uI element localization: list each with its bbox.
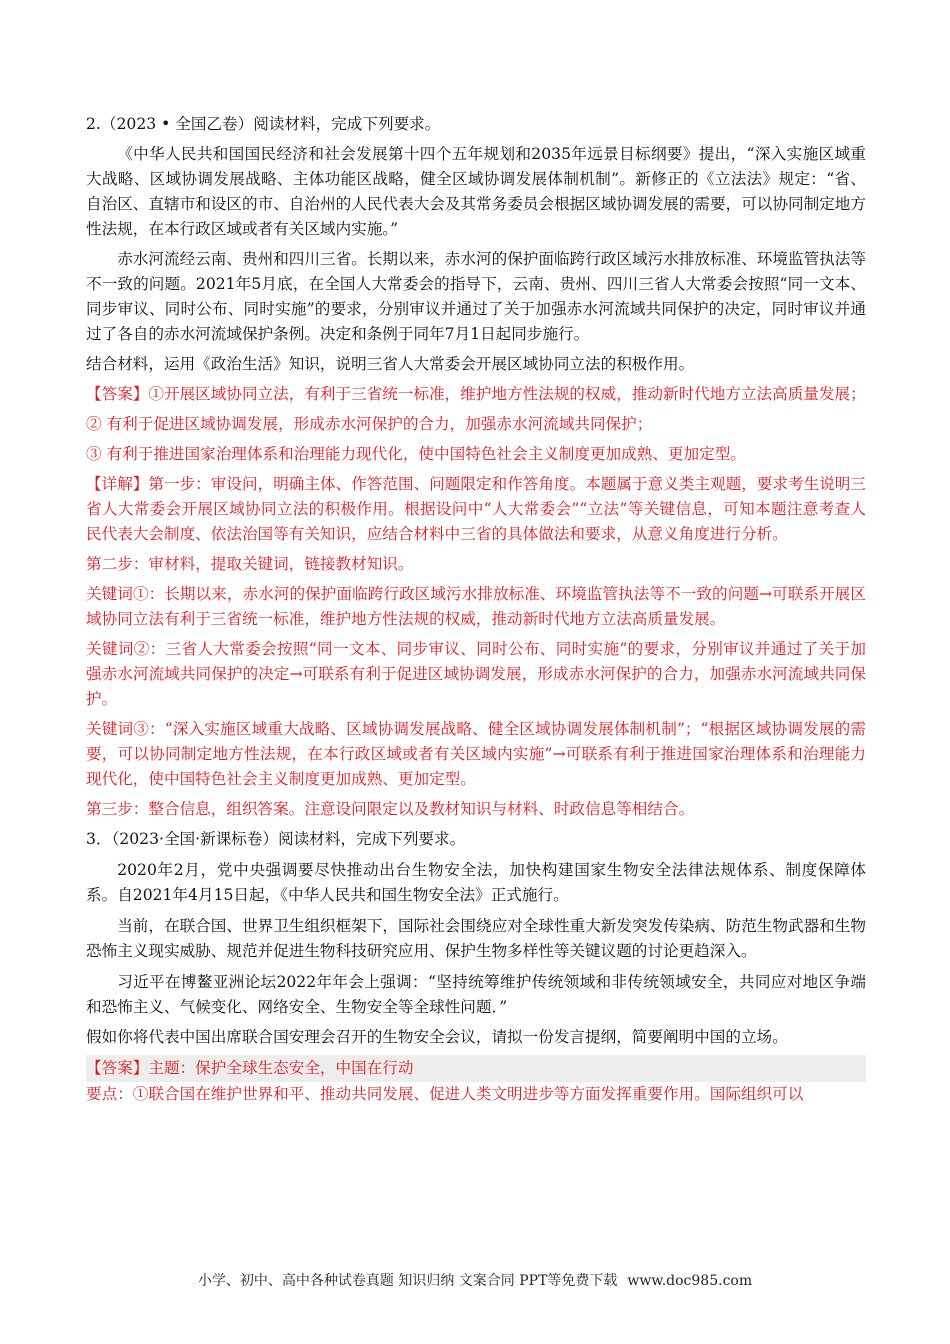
q2-answer-3: ③ 有利于推进国家治理体系和治理能力现代化，使中国特色社会主义制度更加成熟、更加定型。 — [86, 445, 746, 463]
q2-material-2: 赤水河流经云南、贵州和四川三省。长期以来，赤水河的保护面临跨行政区域污水排放标准、环境监管执法等不一致的问题。2021年5月底，在全国人大常委会的指导下，云南、贵州、四川三省人大常委会按照“同一文本、同步审议、同时公布、同时实施”的要求，分别审议并通过了关于加强赤水河流域共同保护的决定，同时审议并通过了各自的赤水河流域保护条例。决定和条例于同年7月1日起同步施行。 — [86, 250, 866, 343]
q2-keyword-3: 关键词③：“深入实施区域重大战略、区域协调发展战略、健全区域协调发展体制机制”；“根据区域协调发展的需要，可以协同制定地方性法规，在本行政区域或者有关区域内实施”→可联系有利于推进国家治理体系和治理能力现代化，使中国特色社会主义制度更加成熟、更加定型。 — [86, 720, 866, 788]
footer-text: 小学、初中、高中各种试卷真题 知识归纳 文案合同 PPT等免费下载 — [197, 1273, 618, 1289]
q2-title: 2.（2023 • 全国乙卷）阅读材料，完成下列要求。 — [86, 115, 441, 133]
document-body — [86, 112, 866, 1112]
q2-answer-2: ② 有利于促进区域协调发展，形成赤水河保护的合力，加强赤水河流域共同保护； — [86, 415, 653, 433]
q2-question: 结合材料，运用《政治生活》知识，说明三省人大常委会开展区域协同立法的积极作用。 — [86, 355, 695, 373]
q2-step2: 第二步：审材料，提取关键词，链接教材知识。 — [86, 555, 414, 573]
q2-detail: 【详解】第一步：审设问，明确主体、作答范围、问题限定和作答角度。本题属于意义类主观题，要求考生说明三省人大常委会开展区域协同立法的积极作用。根据设问中“人大常委会”“立法”等关键信息，可知本题注意考查人民代表大会制度、依法治国等有关知识，应结合材料中三省的具体做法和要求，从意义角度进行分析。 — [86, 475, 866, 543]
q3-material-2: 当前，在联合国、世界卫生组织框架下，国际社会围绕应对全球性重大新发突发传染病、防范生物武器和生物恐怖主义现实威胁、规范并促进生物科技研究应用、保护生物多样性等关键议题的讨论更趋深入。 — [86, 917, 866, 960]
q3-material-1: 2020年2月，党中央强调要尽快推动出台生物安全法，加快构建国家生物安全法律法规体系、制度保障体系。自2021年4月15日起，《中华人民共和国生物安全法》正式施行。 — [86, 861, 866, 904]
q2-answer-1: 【答案】①开展区域协同立法，有利于三省统一标准，维护地方性法规的权威，推动新时代地方立法高质量发展； — [86, 385, 866, 403]
q2-keyword-1: 关键词①：长期以来，赤水河的保护面临跨行政区域污水排放标准、环境监管执法等不一致的问题→可联系开展区域协同立法有利于三省统一标准，维护地方性法规的权威，推动新时代地方立法高质量发展。 — [86, 585, 866, 628]
page-footer — [0, 1270, 950, 1290]
q2-step3: 第三步：整合信息，组织答案。注意设问限定以及教材知识与材料、时政信息等相结合。 — [86, 800, 695, 818]
q3-answer-points: 要点：①联合国在维护世界和平、推动共同发展、促进人类文明进步等方面发挥重要作用。国际组织可以 — [86, 1085, 804, 1103]
q3-question: 假如你将代表中国出席联合国安理会召开的生物安全会议，请拟一份发言提纲，简要阐明中国的立场。 — [86, 1028, 788, 1046]
q3-answer-theme: 【答案】主题：保护全球生态安全，中国在行动 — [86, 1055, 866, 1082]
q3-material-3: 习近平在博鳌亚洲论坛2022年年会上强调：“坚持统筹维护传统领域和非传统领域安全，共同应对地区争端和恐怖主义、气候变化、网络安全、生物安全等全球性问题．” — [86, 973, 866, 1016]
footer-site-link[interactable]: www.doc985.com — [627, 1273, 753, 1289]
q2-material-1: 《中华人民共和国国民经济和社会发展第十四个五年规划和2035年远景目标纲要》提出，“深入实施区域重大战略、区域协调发展战略、主体功能区战略，健全区域协调发展体制机制”。新修正的《立法法》规定：“省、自治区、直辖市和设区的市、自治州的人民代表大会及其常务委员会根据区域协调发展的需要，可以协同制定地方性法规，在本行政区域或者有关区域内实施。” — [86, 145, 866, 238]
q2-keyword-2: 关键词②：三省人大常委会按照“同一文本、同步审议、同时公布、同时实施”的要求，分别审议并通过了关于加强赤水河流域共同保护的决定→可联系有利于促进区域协调发展，形成赤水河保护的合力，加强赤水河流域共同保护。 — [86, 640, 866, 708]
q3-title: 3．（2023·全国·新课标卷）阅读材料，完成下列要求。 — [86, 830, 466, 848]
